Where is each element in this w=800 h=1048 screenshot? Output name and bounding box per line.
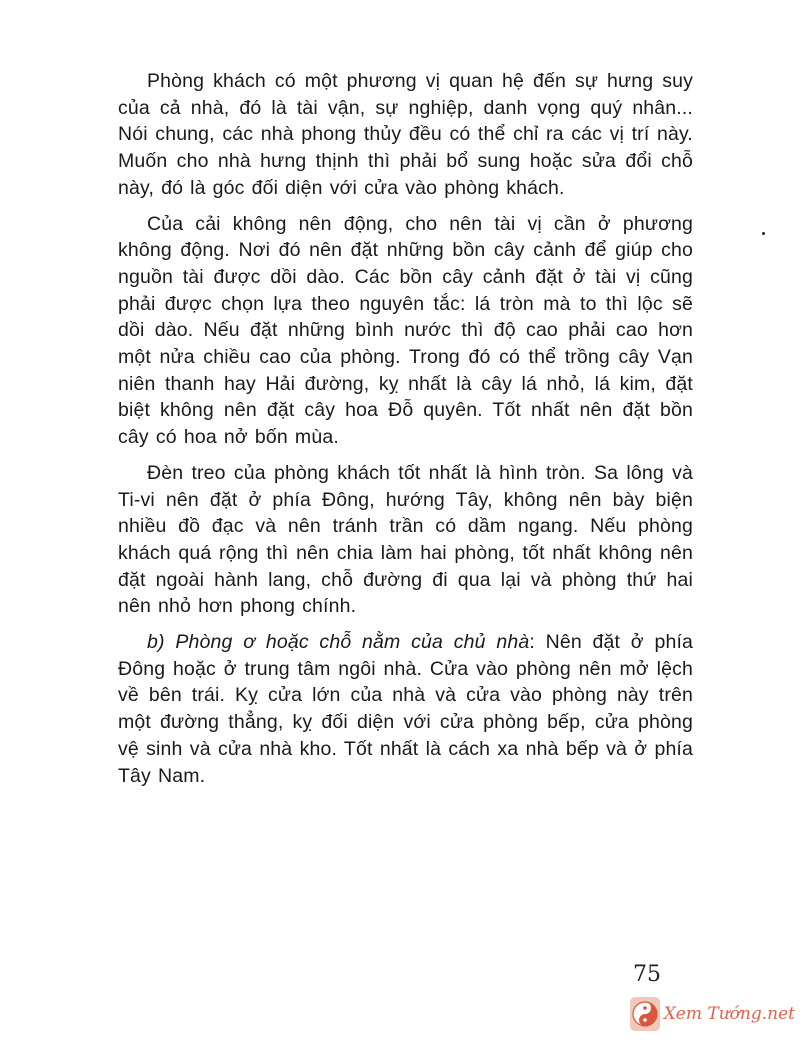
paragraph-1 [118, 68, 693, 202]
paragraph-2 [118, 211, 693, 451]
scan-speck [762, 232, 765, 235]
paragraph-4-lead: b) Phòng ơ hoặc chỗ nằm của chủ nhà [147, 631, 530, 654]
paragraph-2-text: Của cải không nên động, cho nên tài vị cần ở phương không động. Nơi đó nên đặt những bồn cây cảnh để giúp cho nguồn tài được dồi dào. Các bồn cây cảnh đặt ở tài vị cũng phải được chọn lựa theo nguyên tắc: lá tròn mà to thì lộc sẽ dồi dào. Nếu đặt những bình nước thì độ cao phải cao hơn một nửa chiều cao của phòng. Trong đó có thể trồng cây Vạn niên thanh hay Hải đường, kỵ nhất là cây lá nhỏ, lá kim, đặt biệt không nên đặt cây hoa Đỗ quyên. Tốt nhất nên đặt bồn cây có hoa nở bốn mùa. [118, 212, 693, 449]
paragraph-1-text: Phòng khách có một phương vị quan hệ đến sự hưng suy của cả nhà, đó là tài vận, sự nghiệp, danh vọng quý nhân... Nói chung, các nhà phong thủy đều có thể chỉ ra các vị trí này. Muốn cho nhà hưng thịnh thì phải bổ sung hoặc sửa đổi chỗ này, đó là góc đối diện với cửa vào phòng khách. [118, 70, 693, 199]
watermark [630, 994, 795, 1034]
paragraph-4 [118, 629, 693, 789]
paragraph-4-text: : Nên đặt ở phía Đông hoặc ở trung tâm ngôi nhà. Cửa vào phòng nên mở lệch về bên trái. Kỵ cửa lớn của nhà và cửa vào phòng này trên một đường thẳng, kỵ đối diện với cửa phòng bếp, cửa phòng vệ sinh và cửa nhà kho. Tốt nhất là cách xa nhà bếp và ở phía Tây Nam. [118, 631, 694, 787]
paragraph-3-text: Đèn treo của phòng khách tốt nhất là hình tròn. Sa lông và Ti-vi nên đặt ở phía Đông, hướng Tây, không nên bày biện nhiều đồ đạc và nên tránh trần có dầm ngang. Nếu phòng khách quá rộng thì nên chia làm hai phòng, tốt nhất không nên đặt ngoài hành lang, chỗ đường đi qua lại và phòng thứ hai nên nhỏ hơn phong chính. [118, 461, 693, 618]
paragraph-3 [118, 460, 693, 620]
body-text [118, 68, 693, 798]
yin-yang-icon [630, 997, 660, 1031]
page-number: 75 [633, 962, 661, 987]
watermark-text: Xem Tướng.net [663, 1004, 795, 1024]
